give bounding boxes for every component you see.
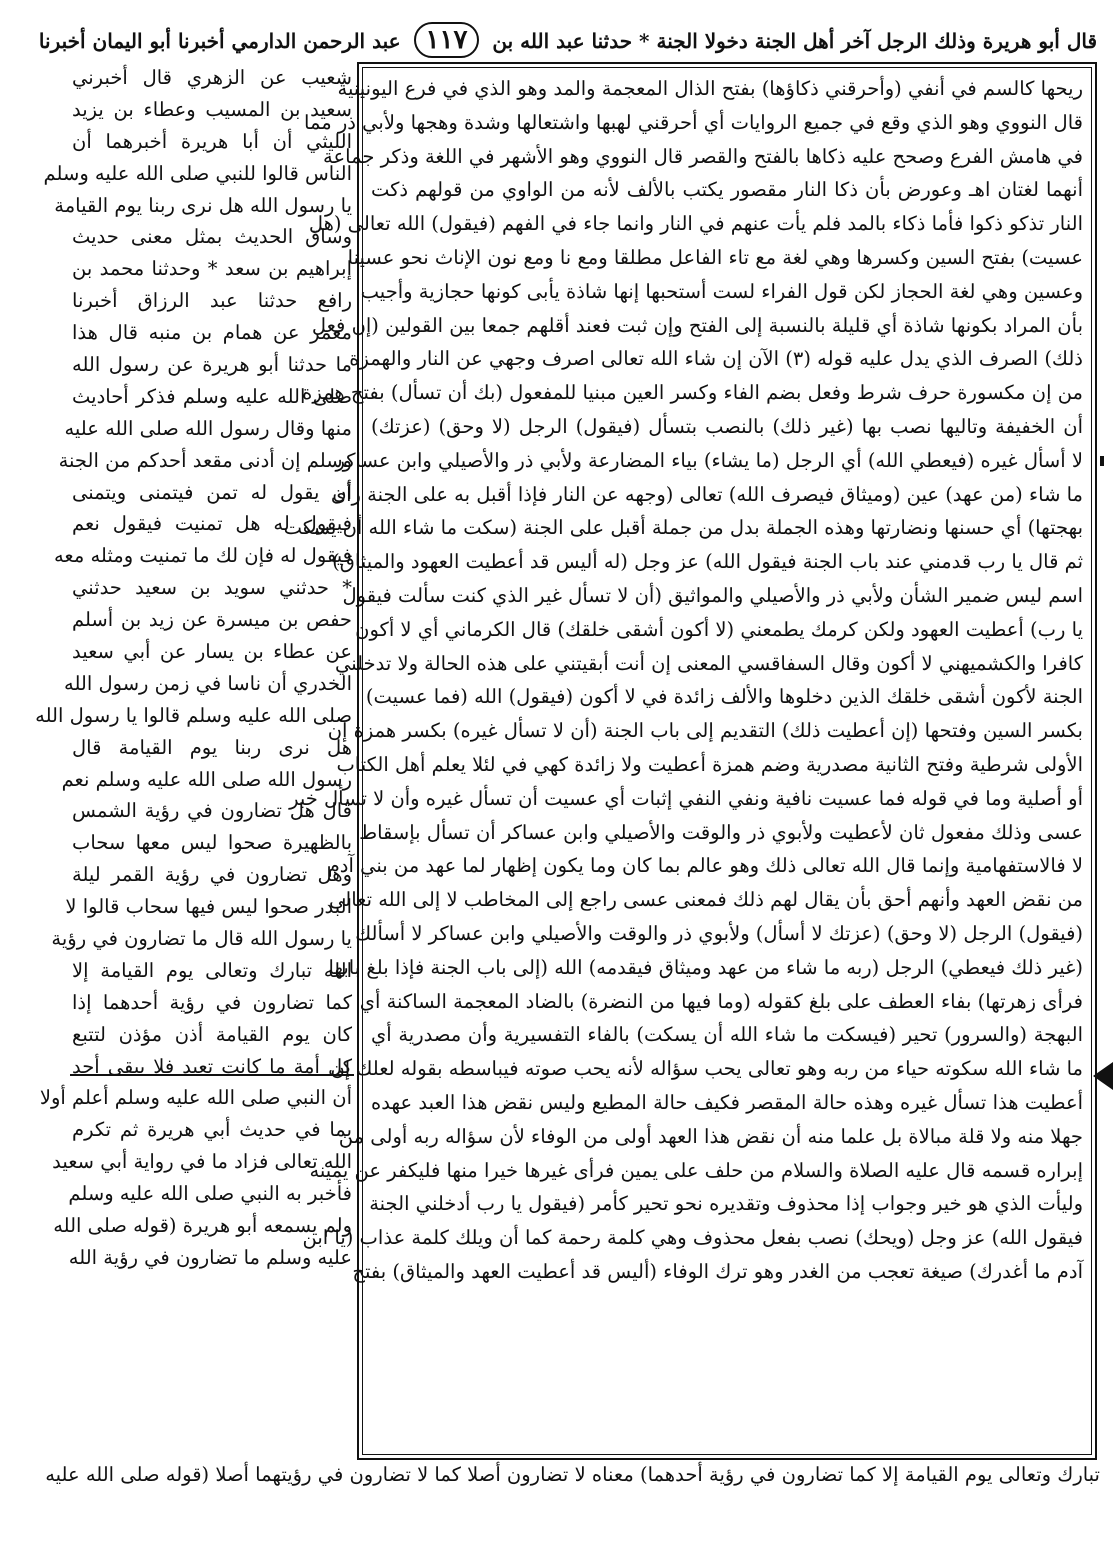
text-line: الليثي أن أبا هريرة أخبرهما أن — [72, 129, 352, 153]
text-line: البدر صحوا ليس فيها سحاب قالوا لا — [65, 895, 352, 919]
text-line: أن الخفيفة وتاليها نصب بها (غير ذلك) بالنصب بتسأل (فيقول) الرجل (لا وحق) (عزتك) — [371, 414, 1083, 438]
text-line: كما تضارون في رؤية أحدهما إذا — [72, 990, 352, 1014]
text-line: آدم ما أغدرك) صيغة تعجب من الغدر وهو ترك الوفاء (أليس قد أعطيت العهد والميثاق) بفتح — [352, 1259, 1083, 1283]
text-line: الجنة لأكون أشقى خلقك الذين دخلوها والألف زائدة في لا أكون (فيقول) الله (فما عسيت) — [365, 685, 1083, 709]
text-line: وليأت الذي هو خير وجواب إذا محذوف وتقديره نحو تحير كأمر (فيقول يا رب أدخلني الجنة — [369, 1192, 1083, 1216]
text-line: بالظهيرة صحوا ليس معها سحاب — [72, 831, 352, 855]
text-line: أنهما لغتان اهـ وعورض بأن ذكا النار مقصور يكتب بالألف لأنه من الواوي من قولهم ذكت — [371, 178, 1083, 202]
text-line: ولم يسمعه أبو هريرة (قوله صلى الله — [53, 1214, 352, 1237]
text-line: صلى الله عليه وسلم قالوا يا رسول الله — [35, 703, 352, 727]
text-line: ما شاء (من عهد) عين (وميثاق فيصرف الله) تعالى (وجهه عن النار فإذا أقبل به على الجنة رأى — [330, 482, 1083, 506]
text-line: عن عطاء بن يسار عن أبي سعيد — [72, 640, 352, 664]
text-line: كان يوم القيامة أذن مؤذن لتتبع — [72, 1022, 352, 1046]
text-line: تبارك وتعالى يوم القيامة إلا كما تضارون في رؤية أحدهما) معناه لا تضارون أصلا كما لا تضارون في رؤيتهما أصلا (قوله صلى الله عليه — [45, 1463, 1100, 1486]
text-line: صلى الله عليه وسلم فذكر أحاديث — [72, 384, 352, 408]
hadith-text — [35, 62, 352, 1083]
text-line: رافع حدثنا عبد الرزاق أخبرنا — [72, 289, 352, 313]
text-line: وعسين وهي لغة الحجاز لكن قول الفراء لست أستحبها إنها شاذة يأبى كونها حجازية وأجيب — [360, 279, 1083, 303]
text-line: اسم ليس ضمير الشأن ولأبي ذر والأصيلي والمواثيق (أن لا تسأل غير الذي كنت سألت فيقول — [342, 583, 1083, 607]
text-line: فيقول له فإن لك ما تمنيت ومثله معه — [53, 544, 352, 568]
text-line: أن يقول له تمن فيتمنى ويتمنى — [72, 480, 352, 504]
text-line: سعيد بن المسيب وعطاء بن يزيد — [72, 97, 352, 121]
margin-mark — [1100, 456, 1104, 466]
text-line: الناس قالوا للنبي صلى الله عليه وسلم — [43, 161, 352, 185]
page-number: ١١٧ — [414, 22, 480, 58]
page-header — [38, 20, 1097, 62]
text-line: يا رسول الله قال ما تضارون في رؤية — [51, 927, 352, 951]
text-line: بكسر السين وفتحها (إن أعطيت ذلك) التقديم إلى باب الجنة (أن لا تسأل غيره) بكسر همزة إن — [327, 719, 1083, 743]
text-line: منها وقال رسول الله صلى الله عليه — [64, 416, 352, 440]
text-line: ما حدثنا أبو هريرة عن رسول الله — [72, 353, 352, 377]
text-line: لا فالاستفهامية وإنما قال الله تعالى ذلك وهو عالم بما كان وما يكون إظهار لما عهد من بني آدم — [327, 854, 1083, 878]
text-line: إبراره قسمه قال عليه الصلاة والسلام من حلف على يمين فرأى غيرها خيرا منها فليكفر عن يمينه — [309, 1158, 1083, 1182]
text-line: ثم قال يا رب قدمني عند باب الجنة فيقول الله) عز وجل (له أليس قد أعطيت العهود والميثاق) — [332, 550, 1083, 574]
text-line: فيقول له هل تمنيت فيقول نعم — [72, 512, 352, 536]
page-edge-arrow-icon — [1093, 1062, 1113, 1090]
text-line: البهجة (والسرور) تحير (فيسكت ما شاء الله أن يسكت) بالفاء التفسيرية وأن مصدرية أي — [371, 1023, 1083, 1047]
text-line: الله تبارك وتعالى يوم القيامة إلا — [72, 958, 352, 982]
text-line: وساق الحديث بمثل معنى حديث — [72, 225, 352, 249]
text-line: * حدثني سويد بن سعيد حدثني — [72, 576, 352, 600]
text-line: رسول الله صلى الله عليه وسلم نعم — [61, 767, 352, 791]
commentary-box — [283, 62, 1097, 1460]
footer-commentary — [45, 1460, 1100, 1490]
text-line: عسى وذلك مفعول ثان لأعطيت ولأبوي ذر والوقت والأصيلي وابن عساكر أن تسأل بإسقاط — [359, 820, 1083, 844]
text-line: هل نرى ربنا يوم القيامة قال — [72, 735, 352, 759]
text-line: لا أسأل غيره (فيعطي الله) أي الرجل (ما يشاء) بياء المضارعة ولأبي ذر والأصيلي وابن عساكر — [335, 448, 1083, 472]
text-line: معمر عن همام بن منبه قال هذا — [72, 321, 352, 345]
text-line: عسيت) بفتح السين وكسرها وهي لغة مع تاء الفاعل مطلقا ومع نا ومع نون الإناث نحو عسينا — [347, 245, 1083, 269]
text-line: بما في حديث أبي هريرة ثم تكرم — [72, 1118, 352, 1141]
column-divider — [70, 1074, 354, 1076]
text-line: إبراهيم بن سعد * وحدثنا محمد بن — [72, 257, 352, 281]
text-line: وهل تضارون في رؤية القمر ليلة — [72, 863, 352, 887]
text-line: قال هل تضارون في رؤية الشمس — [72, 799, 352, 823]
text-line: شعيب عن الزهري قال أخبرني — [72, 66, 352, 89]
text-line: الأولى شرطية وفتح الثانية مصدرية وضم همزة أعطيت ولا زائدة كهي في لئلا يعلم أهل الكتاب — [336, 752, 1083, 776]
header-text-tail: عبد الرحمن الدارمي أخبرنا أبو اليمان أخبرنا — [38, 29, 401, 53]
text-line: يا رسول الله هل نرى ربنا يوم القيامة — [54, 193, 352, 217]
text-line: أن النبي صلى الله عليه وسلم أعلم أولا — [39, 1086, 352, 1109]
text-line: حفص بن ميسرة عن زيد بن أسلم — [72, 608, 352, 632]
text-line: في هامش الفرع وصحح عليه ذكاها بالفتح والقصر قال النووي وهو الأشهر في اللغة وذكر جماعة — [323, 144, 1083, 168]
text-line: فرأى زهرتها) بفاء العطف على بلغ كقوله (وما فيها من النضرة) بالضاد المعجمة الساكنة أي — [359, 989, 1083, 1013]
text-line: (غير ذلك فيعطي) الرجل (ربه ما شاء من عهد وميثاق فيقدمه) الله (إلى باب الجنة فإذا بلغ بابها — [328, 955, 1083, 979]
commentary-text — [283, 72, 1083, 1289]
text-line: من نقض العهد وأنهم أحق بأن يقال لهم ذلك فمعنى عسى راجع إلى المخاطب لا إلى الله تعالى — [329, 888, 1083, 912]
text-line: وسلم إن أدنى مقعد أحدكم من الجنة — [58, 448, 352, 472]
text-line: ما شاء الله سكوته حياء من ربه وهو تعالى يحب سؤاله لأنه يحب صوته فيباسطه بقوله لعلك إن — [330, 1057, 1083, 1081]
text-line: فيقول الله) عز وجل (ويحك) نصب بفعل محذوف وهي كلمة رحمة كما أن ويلك كلمة عذاب (يا ابن — [302, 1226, 1083, 1250]
text-line: كافرا والكشميهني لا أكون وقال السفاقسي المعنى إن أنت أبقيتني على هذه الحالة ولا تدخلني — [334, 651, 1083, 675]
text-line: أو أصلية وما في قوله فما عسيت نافية ونفي النفي إثبات أي عسيت أن تسأل غيره وأن لا تسأل خبر — [289, 786, 1083, 810]
text-line: النار تذكو ذكوا فأما ذكاء بالمد فلم يأت عنهم في النار وانما جاء في الفهم (فيقول) الله تعالى (هل — [308, 212, 1083, 236]
hadith-column — [35, 62, 352, 1078]
text-line: قال النووي وهو الذي وقع في جميع الروايات أي أحرقني لهبها واشتعالها وشدة وهجها ولأبي ذر مما — [304, 110, 1083, 134]
text-line: الخدري أن ناسا في زمن رسول الله — [64, 671, 352, 695]
text-line: أعطيت هذا تسأل غيره وهذه حالة المقصر فكيف حالة المطيع وليس نقض هذا العبد عهده — [371, 1090, 1083, 1114]
footer-text — [45, 1460, 1100, 1490]
text-line: كل أمة ما كانت تعبد فلا يبقى أحد — [72, 1054, 352, 1078]
text-line: بأن المراد بكونها شاذة أي قليلة بالنسبة إلى الفتح وإن ثبت فعند أقلهم جمعا بين القولين (إن فعل — [311, 313, 1083, 337]
text-line: ريحها كالسم في أنفي (وأحرقني ذكاؤها) بفتح الذال المعجمة والمد وهو الذي في فرع اليونينية — [337, 77, 1083, 100]
text-line: من إن مكسورة حرف شرط وفعل بضم الفاء وكسر العين مبنيا للمفعول (بك أن تسأل) بفتح همزة — [302, 381, 1083, 405]
text-line: ذلك) الصرف الذي يدل عليه قوله (٣) الآن إن شاء الله تعالى اصرف وجهي عن النار والهمزة — [349, 347, 1083, 371]
text-line: جهلا منه ولا قلة مبالاة بل علما منه أن نقض هذا العهد أولى من الوفاء لأن سؤاله ربه أولى من — [338, 1124, 1083, 1148]
text-line: فأخبر به النبي صلى الله عليه وسلم — [68, 1182, 352, 1205]
text-line: بهجتها) أي حسنها ونضارتها وهذه الجملة بدل من جملة أقبل على الجنة (سكت ما شاء الله أن يسكت — [283, 516, 1083, 540]
commentary-continuation-text — [39, 1082, 352, 1274]
commentary-continuation — [39, 1082, 352, 1460]
header-text: قال أبو هريرة وذلك الرجل آخر أهل الجنة دخولا الجنة * حدثنا عبد الله بن — [492, 29, 1097, 53]
text-line: عليه وسلم ما تضارون في رؤية الله — [68, 1246, 352, 1269]
text-line: الله تعالى فزاد ما في رواية أبي سعيد — [52, 1150, 352, 1173]
text-line: (فيقول) الرجل (لا وحق) (عزتك لا أسأل) ولأبوي ذر والوقت والأصيلي وابن عساكر لا أسألك — [355, 921, 1083, 945]
text-line: يا رب) أعطيت العهود ولكن كرمك يطمعني (لا أكون أشقى خلقك) قال الكرماني أي لا أكون — [355, 617, 1083, 641]
